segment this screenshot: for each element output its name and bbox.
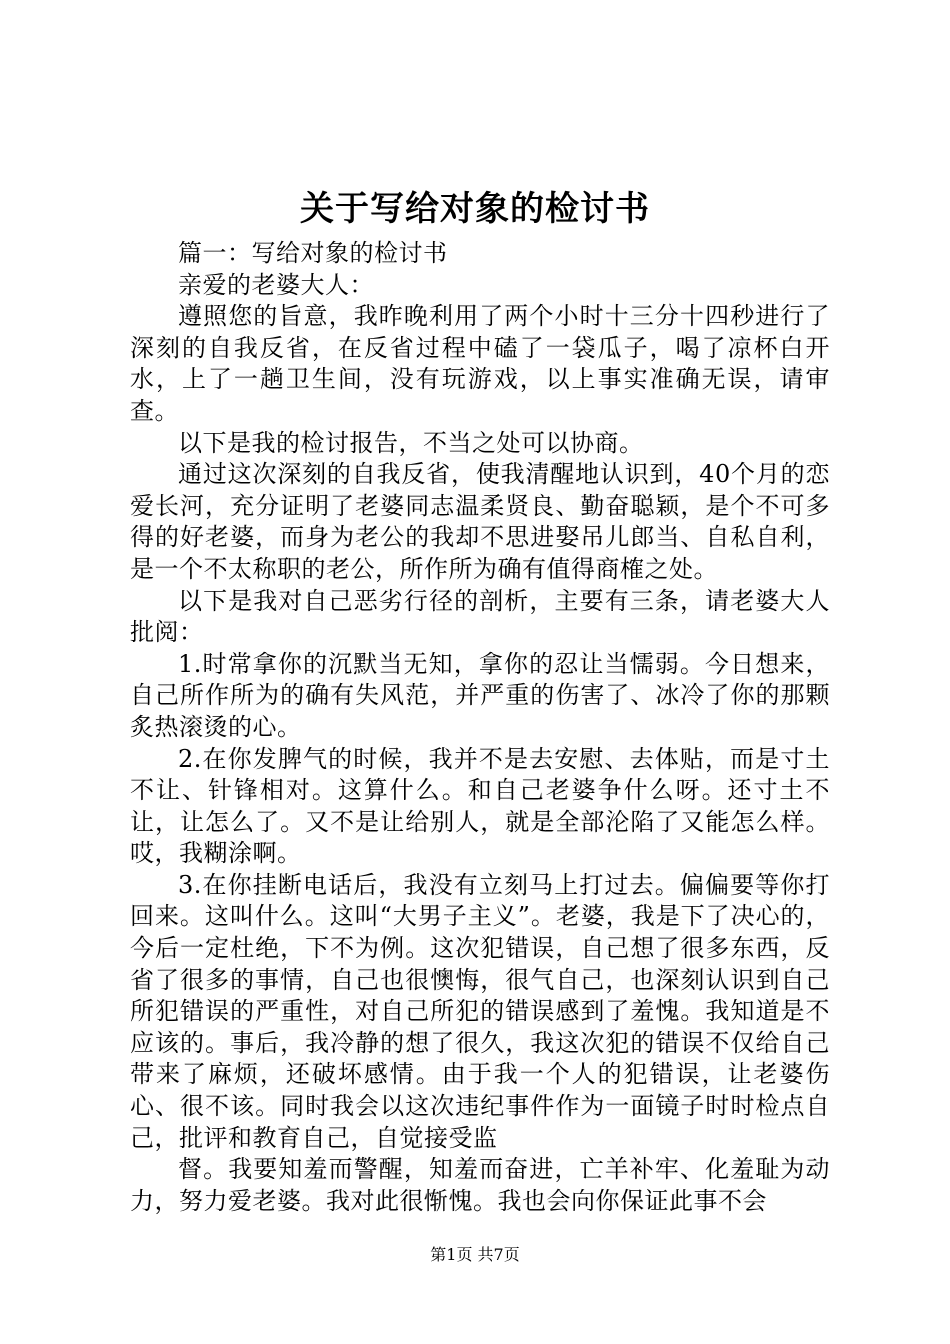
page-footer: 第1页 共7页 [430, 1245, 520, 1264]
paragraph: 2.在你发脾气的时候，我并不是去安慰、去体贴，而是寸土不让、针锋相对。这算什么。和自己老婆争什么呀。还寸土不让，让怎么了。又不是让给别人，就是全部沦陷了又能怎么样。哎，我糊涂啊。 [130, 744, 830, 868]
paragraph: 遵照您的旨意，我昨晚利用了两个小时十三分十四秒进行了深刻的自我反省，在反省过程中磕了一袋瓜子，喝了凉杯白开水，上了一趟卫生间，没有玩游戏，以上事实准确无误，请审查。 [130, 302, 830, 425]
paragraph: 督。我要知羞而警醒，知羞而奋进，亡羊补牢、化羞耻为动力，努力爱老婆。我对此很惭愧。我也会向你保证此事不会 [130, 1155, 830, 1215]
paragraph: 3.在你挂断电话后，我没有立刻马上打过去。偏偏要等你打回来。这叫什么。这叫“大男子主义”。老婆，我是下了决心的，今后一定杜绝，下不为例。这次犯错误，自己想了很多东西，反省了很多的事情，自己也很懊悔，很气自己，也深刻认识到自己所犯错误的严重性，对自己所犯的错误感到了羞愧。我知道是不应该的。事后，我冷静的想了很久，我这次犯的错误不仅给自己带来了麻烦，还破坏感情。由于我一个人的犯错误，让老婆伤心、很不该。同时我会以这次违纪事件作为一面镜子时时检点自己，批评和教育自己，自觉接受监 [130, 870, 830, 1152]
paragraph: 亲爱的老婆大人： [178, 270, 374, 299]
document-title: 关于写给对象的检讨书 [300, 189, 650, 229]
paragraph: 以下是我对自己恶劣行径的剖析，主要有三条，请老婆大人批阅： [130, 586, 830, 647]
paragraph: 1.时常拿你的沉默当无知，拿你的忍让当懦弱。今日想来，自己所作所为的确有失风范，并严重的伤害了、冰冷了你的那颗炙热滚烫的心。 [130, 649, 830, 741]
paragraph: 通过这次深刻的自我反省，使我清醒地认识到，40个月的恋爱长河，充分证明了老婆同志温柔贤良、勤奋聪颖，是个不可多得的好老婆，而身为老公的我却不思进娶吊儿郎当、自私自利，是一个不太称职的老公，所作所为确有值得商榷之处。 [130, 460, 830, 583]
paragraph: 篇一：写给对象的检讨书 [178, 239, 448, 267]
paragraph: 以下是我的检讨报告，不当之处可以协商。 [178, 428, 644, 457]
document-body [130, 238, 830, 1217]
